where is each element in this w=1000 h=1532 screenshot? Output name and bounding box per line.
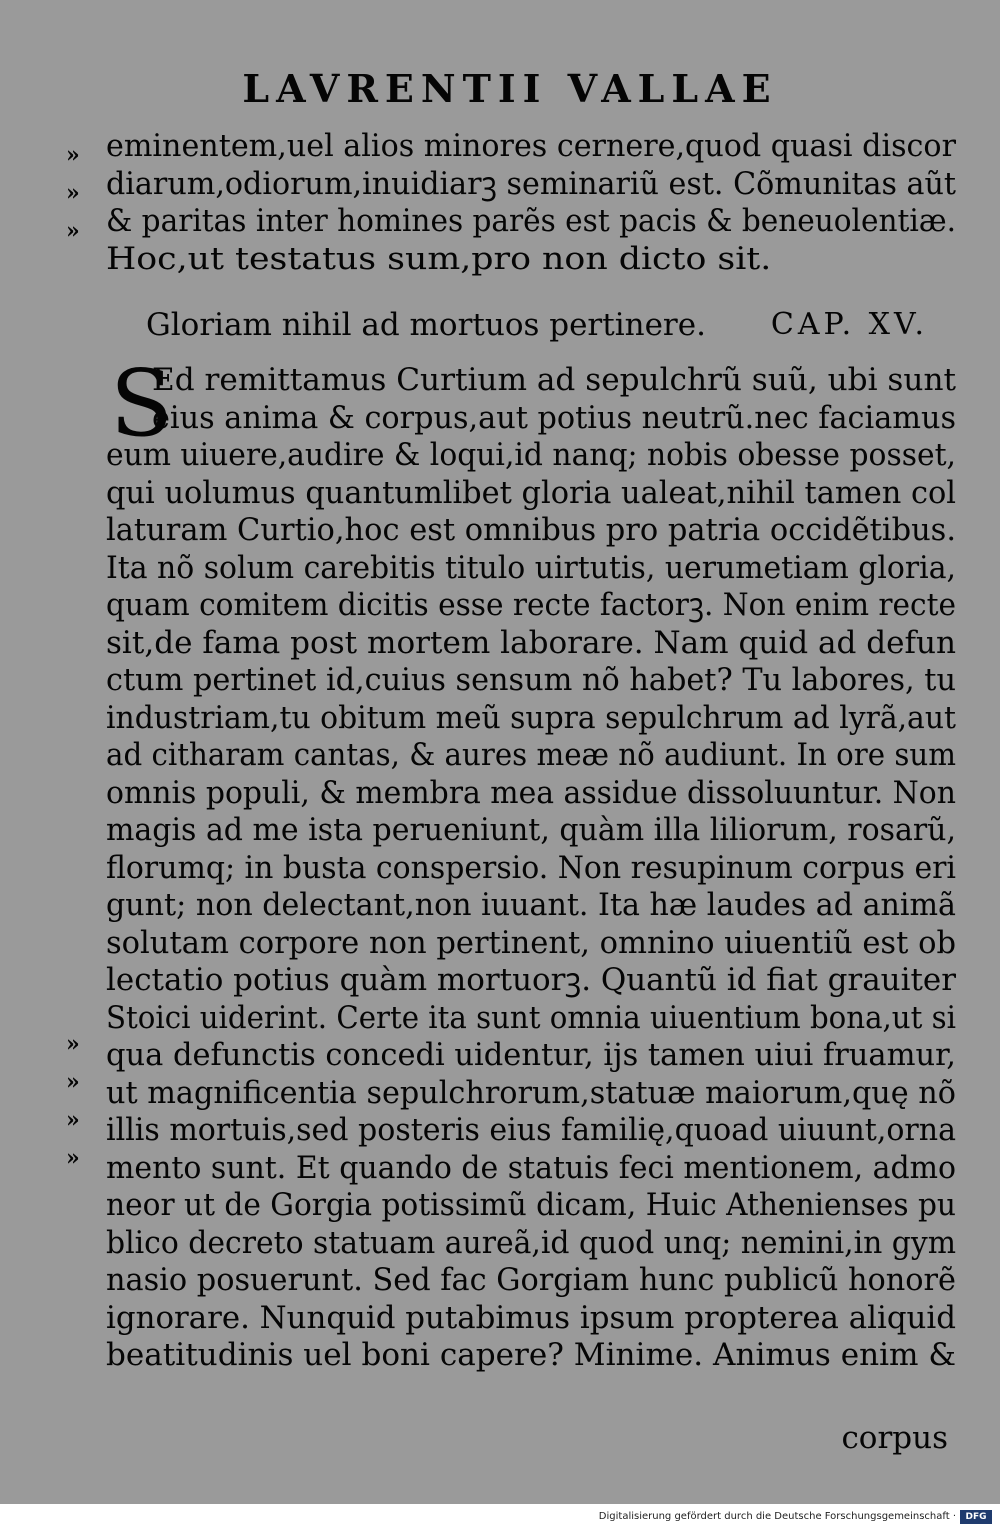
running-head: LAVRENTII VALLAE (242, 66, 778, 111)
text-line: Hoc,ut testatus sum,pro non dicto sit. (106, 240, 772, 277)
text-line: beatitudinis uel boni capere? Minime. Animus enim & (106, 1337, 956, 1373)
text-line: laturam Curtio,hoc est omnibus pro patria occidẽtibus. (106, 512, 956, 548)
text-line: florumq; in busta conspersio. Non resupinum corpus eri (106, 849, 956, 886)
text-line: sit,de fama post mortem laborare. Nam quid ad defun (106, 624, 956, 661)
text-line: Stoici uiderint. Certe ita sunt omnia uiuentium bona,ut si (106, 999, 956, 1036)
text-line: ignorare. Nunquid putabimus ipsum propterea aliquid (106, 1299, 956, 1336)
digitization-footer (0, 1504, 1000, 1532)
chapter-title: Gloriam nihil ad mortuos pertinere. (146, 307, 706, 343)
text-line: mento sunt. Et quando de statuis feci mentionem, admo (106, 1149, 956, 1186)
margin-marker: » (66, 142, 78, 168)
text-line: eius anima & corpus,aut potius neutrũ.nec faciamus (152, 399, 956, 436)
chapter-heading (106, 300, 956, 350)
text-line: ctum pertinet id,cuius sensum nõ habet? Tu labores, tu (106, 662, 956, 698)
footer-credit: Digitalisierung gefördert durch die Deutsche Forschungsgemeinschaft · (598, 1511, 956, 1522)
catchword: corpus (841, 1420, 948, 1456)
text-line: ad citharam cantas, & aures meæ nõ audiunt. In ore sum (106, 737, 956, 773)
text-line: eum uiuere,audire & loqui,id nanq; nobis obesse posset, (106, 437, 956, 473)
text-line: quam comitem dicitis esse recte factorꝫ. Non enim recte (106, 587, 956, 623)
text-line: Ed remittamus Curtium ad sepulchrũ suũ, ubi sunt (152, 362, 956, 398)
text-line: magis ad me ista perueniunt, quàm illa liliorum, rosarũ, (106, 812, 956, 848)
text-line: solutam corpore non pertinent, omnino uiuentiũ est ob (106, 924, 956, 961)
text-block (106, 128, 956, 1375)
text-line: omnis populi, & membra mea assidue dissoluuntur. Non (106, 774, 956, 811)
margin-marker: » (66, 1069, 78, 1095)
margin-marker: » (66, 1107, 78, 1133)
text-line: illis mortuis,sed posteris eius familię,quoad uiuunt,orna (106, 1112, 956, 1148)
chapter-body (106, 350, 956, 1375)
text-line: & paritas inter homines parẽs est pacis & beneuolentiæ. (106, 203, 956, 239)
text-line: gunt; non delectant,non iuuant. Ita hæ laudes ad animã (106, 887, 956, 923)
text-line: Ita nõ solum carebitis titulo uirtutis, uerumetiam gloria, (106, 549, 956, 586)
text-line: nasio posuerunt. Sed fac Gorgiam hunc publicũ honorẽ (106, 1262, 956, 1298)
text-line: lectatio potius quàm mortuorꝫ. Quantũ id fiat grauiter (106, 962, 956, 998)
margin-marker: » (66, 1145, 78, 1171)
text-line: ut magnificentia sepulchrorum,statuæ maiorum,quę nõ (106, 1074, 956, 1111)
margin-marker: » (66, 218, 78, 244)
drop-cap: S (110, 350, 174, 457)
chapter-number: CAP. XV. (770, 307, 928, 342)
text-line: qui uolumus quantumlibet gloria ualeat,nihil tamen col (106, 474, 956, 511)
text-line: qua defunctis concedi uidentur, ijs tamen uiui fruamur, (106, 1037, 956, 1073)
text-line: neor ut de Gorgia potissimũ dicam, Huic Athenienses pu (106, 1187, 956, 1223)
margin-marker: » (66, 1031, 78, 1057)
margin-marker: » (66, 180, 78, 206)
dfg-logo-icon: DFG (960, 1510, 992, 1524)
text-line: diarum,odiorum,inuidiarꝫ seminariũ est. Cõmunitas aũt (106, 165, 956, 202)
text-line: eminentem,uel alios minores cernere,quod quasi discor (106, 128, 956, 164)
text-line: blico decreto statuam aureã,id quod unq; nemini,in gym (106, 1224, 956, 1261)
text-line: industriam,tu obitum meũ supra sepulchrum ad lyrã,aut (106, 699, 956, 736)
